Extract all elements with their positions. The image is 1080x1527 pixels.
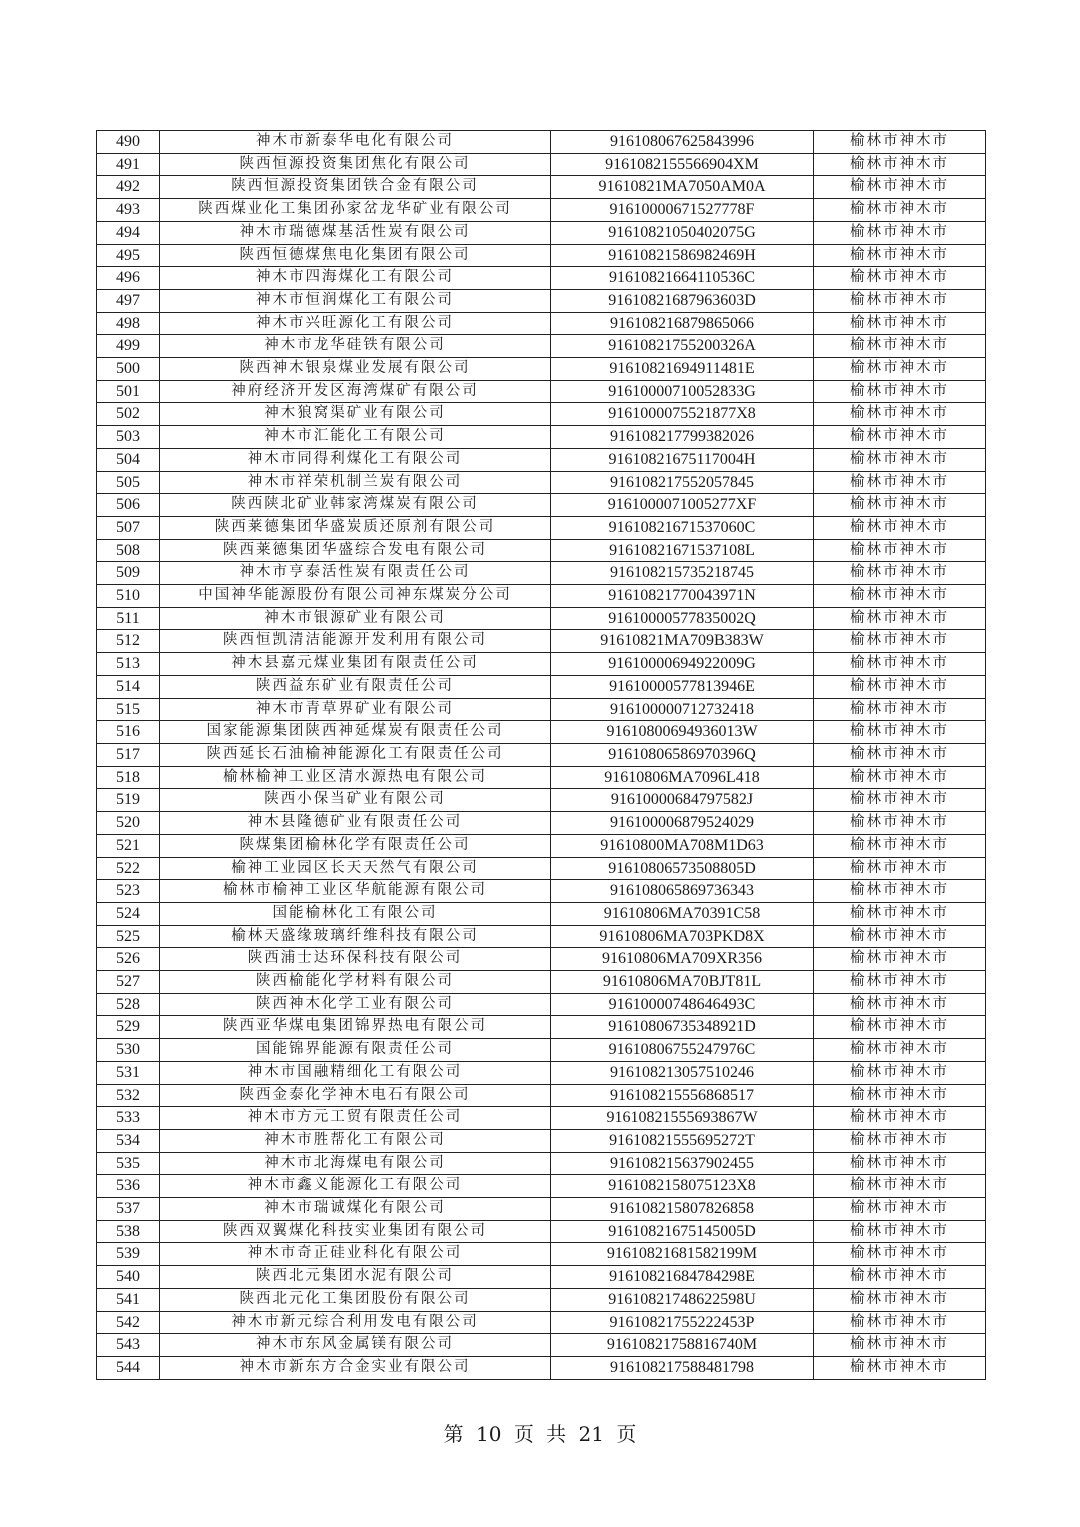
region: 榆林市神木市 <box>814 1175 986 1198</box>
credit-code: 91610821555693867W <box>551 1107 814 1130</box>
table-row <box>97 1061 986 1084</box>
region: 榆林市神木市 <box>814 698 986 721</box>
region: 榆林市神木市 <box>814 1243 986 1266</box>
row-number: 507 <box>97 516 160 539</box>
company-name: 神木市新泰华电化有限公司 <box>160 131 551 154</box>
region: 榆林市神木市 <box>814 471 986 494</box>
row-number: 518 <box>97 766 160 789</box>
table-row <box>97 1152 986 1175</box>
table-row <box>97 971 986 994</box>
table-row <box>97 1016 986 1039</box>
row-number: 539 <box>97 1243 160 1266</box>
company-name: 陕西神木化学工业有限公司 <box>160 993 551 1016</box>
region: 榆林市神木市 <box>814 766 986 789</box>
row-number: 520 <box>97 812 160 835</box>
credit-code: 91610821671537108L <box>551 539 814 562</box>
company-name: 陕西恒德煤焦电化集团有限公司 <box>160 244 551 267</box>
row-number: 532 <box>97 1084 160 1107</box>
row-number: 534 <box>97 1129 160 1152</box>
region: 榆林市神木市 <box>814 607 986 630</box>
table-row <box>97 789 986 812</box>
credit-code: 916108216879865066 <box>551 312 814 335</box>
company-name: 神木市东风金属镁有限公司 <box>160 1334 551 1357</box>
region: 榆林市神木市 <box>814 335 986 358</box>
row-number: 492 <box>97 176 160 199</box>
credit-code: 916108215807826858 <box>551 1198 814 1221</box>
company-name: 榆林榆神工业区清水源热电有限公司 <box>160 766 551 789</box>
credit-code: 91610821694911481E <box>551 358 814 381</box>
table-row <box>97 630 986 653</box>
credit-code: 91610821664110536C <box>551 267 814 290</box>
company-name: 神木县嘉元煤业集团有限责任公司 <box>160 653 551 676</box>
table-row <box>97 857 986 880</box>
credit-code: 91610821675117004H <box>551 448 814 471</box>
table-row <box>97 925 986 948</box>
row-number: 526 <box>97 948 160 971</box>
region: 榆林市神木市 <box>814 562 986 585</box>
table-row <box>97 607 986 630</box>
table-row <box>97 834 986 857</box>
table-row <box>97 539 986 562</box>
company-name: 神木市北海煤电有限公司 <box>160 1152 551 1175</box>
credit-code: 91610806MA703PKD8X <box>551 925 814 948</box>
table-row <box>97 653 986 676</box>
row-number: 533 <box>97 1107 160 1130</box>
credit-code: 916108215556868517 <box>551 1084 814 1107</box>
table-row <box>97 267 986 290</box>
credit-code: 91610806MA70BJT81L <box>551 971 814 994</box>
credit-code: 916108217552057845 <box>551 471 814 494</box>
company-name: 神木市奇正硅业科化有限公司 <box>160 1243 551 1266</box>
credit-code: 91610806MA709XR356 <box>551 948 814 971</box>
row-number: 505 <box>97 471 160 494</box>
credit-code: 91610821755200326A <box>551 335 814 358</box>
company-name: 神木县隆德矿业有限责任公司 <box>160 812 551 835</box>
company-name: 神木市国融精细化工有限公司 <box>160 1061 551 1084</box>
region: 榆林市神木市 <box>814 1152 986 1175</box>
table-row <box>97 380 986 403</box>
row-number: 527 <box>97 971 160 994</box>
company-name: 陕西神木银泉煤业发展有限公司 <box>160 358 551 381</box>
company-name: 陕西莱德集团华盛炭质还原剂有限公司 <box>160 516 551 539</box>
row-number: 530 <box>97 1039 160 1062</box>
table-row <box>97 1039 986 1062</box>
row-number: 490 <box>97 131 160 154</box>
company-name: 陕西陕北矿业韩家湾煤炭有限公司 <box>160 494 551 517</box>
region: 榆林市神木市 <box>814 153 986 176</box>
table-row <box>97 1266 986 1289</box>
company-name: 神木市银源矿业有限公司 <box>160 607 551 630</box>
credit-code: 91610000684797582J <box>551 789 814 812</box>
region: 榆林市神木市 <box>814 1288 986 1311</box>
row-number: 501 <box>97 380 160 403</box>
table-row <box>97 516 986 539</box>
table-row <box>97 1288 986 1311</box>
row-number: 536 <box>97 1175 160 1198</box>
row-number: 516 <box>97 721 160 744</box>
credit-code: 916108217588481798 <box>551 1356 814 1379</box>
table-row <box>97 221 986 244</box>
credit-code: 91610806MA70391C58 <box>551 902 814 925</box>
credit-code: 91610000748646493C <box>551 993 814 1016</box>
row-number: 502 <box>97 403 160 426</box>
region: 榆林市神木市 <box>814 925 986 948</box>
row-number: 491 <box>97 153 160 176</box>
credit-code: 916108067625843996 <box>551 131 814 154</box>
credit-code: 91610821MA709B383W <box>551 630 814 653</box>
company-name: 陕西莱德集团华盛综合发电有限公司 <box>160 539 551 562</box>
row-number: 529 <box>97 1016 160 1039</box>
table-row <box>97 199 986 222</box>
table-row <box>97 1356 986 1379</box>
page-prefix: 第 <box>443 1422 464 1446</box>
region: 榆林市神木市 <box>814 448 986 471</box>
credit-code: 9161082155566904XM <box>551 153 814 176</box>
page-mid: 页 共 <box>513 1422 567 1446</box>
company-name: 神木市亨泰活性炭有限责任公司 <box>160 562 551 585</box>
region: 榆林市神木市 <box>814 176 986 199</box>
table-row <box>97 1243 986 1266</box>
company-name: 神木市同得利煤化工有限公司 <box>160 448 551 471</box>
table-row <box>97 1129 986 1152</box>
region: 榆林市神木市 <box>814 1107 986 1130</box>
table-row <box>97 993 986 1016</box>
region: 榆林市神木市 <box>814 380 986 403</box>
credit-code: 91610806755247976C <box>551 1039 814 1062</box>
region: 榆林市神木市 <box>814 675 986 698</box>
company-name: 陕西煤业化工集团孙家岔龙华矿业有限公司 <box>160 199 551 222</box>
row-number: 519 <box>97 789 160 812</box>
company-name: 陕西金泰化学神木电石有限公司 <box>160 1084 551 1107</box>
credit-code: 91610806573508805D <box>551 857 814 880</box>
row-number: 537 <box>97 1198 160 1221</box>
row-number: 499 <box>97 335 160 358</box>
region: 榆林市神木市 <box>814 1220 986 1243</box>
page-current: 10 <box>476 1422 502 1446</box>
row-number: 538 <box>97 1220 160 1243</box>
company-name: 神木市龙华硅铁有限公司 <box>160 335 551 358</box>
row-number: 496 <box>97 267 160 290</box>
row-number: 535 <box>97 1152 160 1175</box>
company-name: 陕西小保当矿业有限公司 <box>160 789 551 812</box>
enterprise-table <box>96 130 986 1380</box>
region: 榆林市神木市 <box>814 244 986 267</box>
region: 榆林市神木市 <box>814 516 986 539</box>
region: 榆林市神木市 <box>814 289 986 312</box>
credit-code: 91610821758816740M <box>551 1334 814 1357</box>
row-number: 495 <box>97 244 160 267</box>
table-row <box>97 153 986 176</box>
table-row <box>97 1107 986 1130</box>
credit-code: 91610821MA7050AM0A <box>551 176 814 199</box>
company-name: 国能锦界能源有限责任公司 <box>160 1039 551 1062</box>
table-row <box>97 448 986 471</box>
credit-code: 91610800MA708M1D63 <box>551 834 814 857</box>
table-row <box>97 948 986 971</box>
company-name: 神木市兴旺源化工有限公司 <box>160 312 551 335</box>
region: 榆林市神木市 <box>814 358 986 381</box>
credit-code: 91610806735348921D <box>551 1016 814 1039</box>
region: 榆林市神木市 <box>814 1016 986 1039</box>
row-number: 541 <box>97 1288 160 1311</box>
row-number: 497 <box>97 289 160 312</box>
region: 榆林市神木市 <box>814 494 986 517</box>
company-name: 中国神华能源股份有限公司神东煤炭分公司 <box>160 585 551 608</box>
credit-code: 916100000712732418 <box>551 698 814 721</box>
credit-code: 91610821755222453P <box>551 1311 814 1334</box>
credit-code: 9161000075521877X8 <box>551 403 814 426</box>
table-row <box>97 1311 986 1334</box>
company-name: 神府经济开发区海湾煤矿有限公司 <box>160 380 551 403</box>
company-name: 神木市恒润煤化工有限公司 <box>160 289 551 312</box>
credit-code: 91610000694922009G <box>551 653 814 676</box>
company-name: 陕西北元集团水泥有限公司 <box>160 1266 551 1289</box>
company-name: 国家能源集团陕西神延煤炭有限责任公司 <box>160 721 551 744</box>
company-name: 神木市鑫义能源化工有限公司 <box>160 1175 551 1198</box>
credit-code: 91610000671527778F <box>551 199 814 222</box>
page-suffix: 页 <box>616 1422 637 1446</box>
company-name: 陕西恒源投资集团铁合金有限公司 <box>160 176 551 199</box>
credit-code: 916100006879524029 <box>551 812 814 835</box>
table-row <box>97 902 986 925</box>
table-row <box>97 1198 986 1221</box>
page-footer <box>0 1418 1080 1447</box>
table-row <box>97 358 986 381</box>
region: 榆林市神木市 <box>814 267 986 290</box>
company-name: 神木市四海煤化工有限公司 <box>160 267 551 290</box>
company-name: 神木市青草界矿业有限公司 <box>160 698 551 721</box>
table-row <box>97 743 986 766</box>
page-total: 21 <box>578 1422 604 1446</box>
table-row <box>97 1334 986 1357</box>
table-row <box>97 176 986 199</box>
company-name: 陕西北元化工集团股份有限公司 <box>160 1288 551 1311</box>
region: 榆林市神木市 <box>814 312 986 335</box>
region: 榆林市神木市 <box>814 653 986 676</box>
region: 榆林市神木市 <box>814 971 986 994</box>
region: 榆林市神木市 <box>814 403 986 426</box>
row-number: 506 <box>97 494 160 517</box>
row-number: 517 <box>97 743 160 766</box>
row-number: 515 <box>97 698 160 721</box>
row-number: 493 <box>97 199 160 222</box>
table-row <box>97 471 986 494</box>
company-name: 神木狼窝渠矿业有限公司 <box>160 403 551 426</box>
row-number: 509 <box>97 562 160 585</box>
region: 榆林市神木市 <box>814 1198 986 1221</box>
row-number: 544 <box>97 1356 160 1379</box>
row-number: 523 <box>97 880 160 903</box>
company-name: 榆林市榆神工业区华航能源有限公司 <box>160 880 551 903</box>
table-row <box>97 403 986 426</box>
enterprise-table-body <box>97 131 986 1380</box>
credit-code: 91610821675145005D <box>551 1220 814 1243</box>
table-row <box>97 426 986 449</box>
credit-code: 91610806MA7096L418 <box>551 766 814 789</box>
region: 榆林市神木市 <box>814 812 986 835</box>
table-row <box>97 585 986 608</box>
table-row <box>97 1175 986 1198</box>
row-number: 494 <box>97 221 160 244</box>
credit-code: 91610821684784298E <box>551 1266 814 1289</box>
region: 榆林市神木市 <box>814 948 986 971</box>
row-number: 528 <box>97 993 160 1016</box>
table-row <box>97 494 986 517</box>
table-row <box>97 335 986 358</box>
company-name: 神木市新东方合金实业有限公司 <box>160 1356 551 1379</box>
company-name: 陕西益东矿业有限责任公司 <box>160 675 551 698</box>
region: 榆林市神木市 <box>814 221 986 244</box>
table-row <box>97 698 986 721</box>
region: 榆林市神木市 <box>814 1061 986 1084</box>
credit-code: 91610821687963603D <box>551 289 814 312</box>
table-row <box>97 562 986 585</box>
row-number: 524 <box>97 902 160 925</box>
table-row <box>97 289 986 312</box>
company-name: 国能榆林化工有限公司 <box>160 902 551 925</box>
row-number: 513 <box>97 653 160 676</box>
credit-code: 916108215637902455 <box>551 1152 814 1175</box>
table-row <box>97 1220 986 1243</box>
company-name: 陕煤集团榆林化学有限责任公司 <box>160 834 551 857</box>
row-number: 531 <box>97 1061 160 1084</box>
table-row <box>97 131 986 154</box>
region: 榆林市神木市 <box>814 1039 986 1062</box>
row-number: 498 <box>97 312 160 335</box>
table-row <box>97 812 986 835</box>
credit-code: 91610821770043971N <box>551 585 814 608</box>
region: 榆林市神木市 <box>814 743 986 766</box>
region: 榆林市神木市 <box>814 1129 986 1152</box>
company-name: 陕西榆能化学材料有限公司 <box>160 971 551 994</box>
region: 榆林市神木市 <box>814 721 986 744</box>
table-row <box>97 244 986 267</box>
region: 榆林市神木市 <box>814 1311 986 1334</box>
region: 榆林市神木市 <box>814 1084 986 1107</box>
region: 榆林市神木市 <box>814 880 986 903</box>
credit-code: 9161000071005277XF <box>551 494 814 517</box>
credit-code: 91610821748622598U <box>551 1288 814 1311</box>
row-number: 510 <box>97 585 160 608</box>
row-number: 540 <box>97 1266 160 1289</box>
credit-code: 916108213057510246 <box>551 1061 814 1084</box>
table-row <box>97 766 986 789</box>
credit-code: 91610821681582199M <box>551 1243 814 1266</box>
region: 榆林市神木市 <box>814 199 986 222</box>
region: 榆林市神木市 <box>814 902 986 925</box>
company-name: 陕西恒源投资集团焦化有限公司 <box>160 153 551 176</box>
credit-code: 9161082158075123X8 <box>551 1175 814 1198</box>
credit-code: 916108065869736343 <box>551 880 814 903</box>
region: 榆林市神木市 <box>814 539 986 562</box>
region: 榆林市神木市 <box>814 1334 986 1357</box>
row-number: 521 <box>97 834 160 857</box>
company-name: 榆林天盛缘玻璃纤维科技有限公司 <box>160 925 551 948</box>
company-name: 陕西延长石油榆神能源化工有限责任公司 <box>160 743 551 766</box>
table-row <box>97 880 986 903</box>
table-row <box>97 721 986 744</box>
table-row <box>97 675 986 698</box>
company-name: 陕西浦士达环保科技有限公司 <box>160 948 551 971</box>
company-name: 神木市汇能化工有限公司 <box>160 426 551 449</box>
company-name: 神木市新元综合利用发电有限公司 <box>160 1311 551 1334</box>
company-name: 陕西双翼煤化科技实业集团有限公司 <box>160 1220 551 1243</box>
company-name: 神木市瑞诚煤化有限公司 <box>160 1198 551 1221</box>
credit-code: 916108215735218745 <box>551 562 814 585</box>
row-number: 512 <box>97 630 160 653</box>
region: 榆林市神木市 <box>814 1356 986 1379</box>
credit-code: 91610000710052833G <box>551 380 814 403</box>
credit-code: 91610821671537060C <box>551 516 814 539</box>
row-number: 543 <box>97 1334 160 1357</box>
credit-code: 916108217799382026 <box>551 426 814 449</box>
region: 榆林市神木市 <box>814 131 986 154</box>
region: 榆林市神木市 <box>814 585 986 608</box>
row-number: 503 <box>97 426 160 449</box>
region: 榆林市神木市 <box>814 857 986 880</box>
company-name: 神木市祥荣机制兰炭有限公司 <box>160 471 551 494</box>
region: 榆林市神木市 <box>814 630 986 653</box>
credit-code: 91610821555695272T <box>551 1129 814 1152</box>
company-name: 神木市方元工贸有限责任公司 <box>160 1107 551 1130</box>
row-number: 508 <box>97 539 160 562</box>
credit-code: 91610000577813946E <box>551 675 814 698</box>
credit-code: 91610000577835002Q <box>551 607 814 630</box>
row-number: 511 <box>97 607 160 630</box>
region: 榆林市神木市 <box>814 426 986 449</box>
row-number: 522 <box>97 857 160 880</box>
row-number: 542 <box>97 1311 160 1334</box>
company-name: 陕西亚华煤电集团锦界热电有限公司 <box>160 1016 551 1039</box>
table-row <box>97 1084 986 1107</box>
row-number: 500 <box>97 358 160 381</box>
row-number: 525 <box>97 925 160 948</box>
credit-code: 91610821586982469H <box>551 244 814 267</box>
company-name: 榆神工业园区长天天然气有限公司 <box>160 857 551 880</box>
company-name: 陕西恒凯清洁能源开发利用有限公司 <box>160 630 551 653</box>
credit-code: 91610800694936013W <box>551 721 814 744</box>
credit-code: 91610806586970396Q <box>551 743 814 766</box>
row-number: 504 <box>97 448 160 471</box>
region: 榆林市神木市 <box>814 789 986 812</box>
company-name: 神木市胜帮化工有限公司 <box>160 1129 551 1152</box>
table-row <box>97 312 986 335</box>
company-name: 神木市瑞德煤基活性炭有限公司 <box>160 221 551 244</box>
row-number: 514 <box>97 675 160 698</box>
region: 榆林市神木市 <box>814 834 986 857</box>
region: 榆林市神木市 <box>814 993 986 1016</box>
credit-code: 91610821050402075G <box>551 221 814 244</box>
region: 榆林市神木市 <box>814 1266 986 1289</box>
